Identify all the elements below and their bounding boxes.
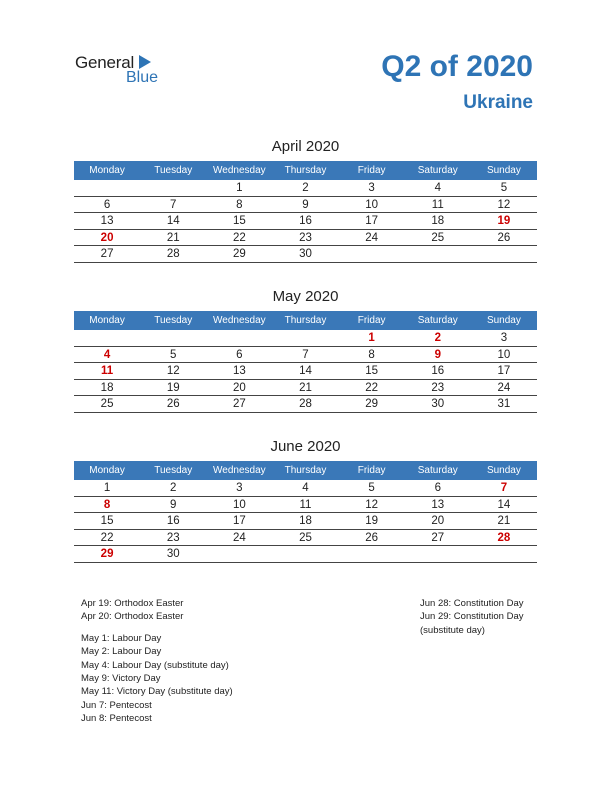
weekday-label: Monday: [89, 315, 125, 326]
day-cell: [140, 180, 206, 196]
day-cell: 18: [299, 515, 312, 527]
holiday-note: Jun 7: Pentecost: [81, 699, 152, 711]
day-cell: [405, 546, 471, 562]
day-cell: 30: [431, 398, 445, 410]
day-cell: 19: [365, 515, 379, 527]
day-cell: 6: [434, 482, 441, 494]
holiday-notes-right: [420, 597, 524, 637]
month-title: May 2020: [272, 288, 339, 305]
day-cell: [74, 330, 140, 346]
day-cell: 10: [232, 498, 246, 511]
month-calendar-april: [74, 137, 537, 263]
day-cell: 27: [431, 531, 445, 544]
day-cell: 9: [302, 198, 309, 211]
calendar-week-row: [74, 197, 537, 214]
day-cell: 26: [365, 531, 379, 544]
day-cell: [206, 546, 272, 562]
weekday-label: Saturday: [417, 315, 458, 326]
day-cell: 21: [497, 515, 511, 527]
day-cell: 24: [232, 531, 246, 544]
day-cell: 18: [431, 215, 445, 227]
day-cell: 25: [299, 531, 312, 544]
weekday-label: Sunday: [486, 315, 521, 326]
day-cell: 26: [497, 231, 511, 244]
day-cell: 16: [299, 215, 312, 227]
day-cell: [206, 330, 272, 346]
day-cell: 19: [166, 381, 180, 394]
holiday-day-cell: 19: [497, 215, 511, 227]
day-cell: 14: [166, 215, 180, 227]
weekday-header: [74, 161, 537, 180]
day-cell: 12: [166, 365, 180, 377]
day-cell: 2: [302, 182, 309, 194]
day-cell: 11: [299, 498, 312, 511]
weekday-label: Friday: [357, 465, 386, 476]
holiday-day-cell: 7: [500, 482, 508, 494]
day-cell: 9: [170, 498, 177, 511]
day-cell: 12: [365, 498, 379, 511]
calendar-week-row: [74, 246, 537, 263]
calendar-week-row: [74, 363, 537, 380]
day-cell: 10: [497, 348, 511, 361]
day-cell: 27: [100, 248, 114, 260]
day-cell: [471, 546, 537, 562]
calendar-week-row: [74, 480, 537, 497]
calendar-week-row: [74, 497, 537, 514]
logo-flag-icon: [139, 55, 151, 69]
day-cell: 5: [500, 182, 508, 194]
day-cell: 4: [302, 482, 309, 494]
weekday-label: Tuesday: [154, 165, 193, 176]
holiday-notes-left: [81, 597, 233, 726]
holiday-note: May 1: Labour Day: [81, 632, 162, 644]
day-cell: 15: [100, 515, 114, 527]
holiday-note: Jun 8: Pentecost: [81, 713, 152, 725]
day-cell: 6: [236, 348, 243, 361]
day-cell: 14: [299, 365, 312, 377]
day-cell: 4: [434, 182, 441, 194]
day-cell: 24: [497, 381, 511, 394]
day-cell: 8: [236, 198, 243, 211]
calendar-week-row: [74, 347, 537, 364]
day-cell: 20: [431, 515, 445, 527]
holiday-day-cell: 1: [368, 332, 375, 344]
day-cell: 3: [236, 482, 243, 494]
weekday-label: Tuesday: [154, 315, 193, 326]
day-cell: 22: [232, 231, 246, 244]
weekday-label: Sunday: [486, 465, 521, 476]
holiday-note: May 9: Victory Day: [81, 673, 161, 685]
day-cell: 20: [232, 381, 246, 394]
calendar-week-row: [74, 180, 537, 197]
day-cell: 18: [100, 381, 114, 394]
day-cell: [339, 546, 405, 562]
month-title: June 2020: [270, 438, 341, 455]
day-cell: 17: [365, 215, 379, 227]
calendar-week-row: [74, 513, 537, 530]
calendar-week-row: [74, 380, 537, 397]
day-cell: [140, 330, 206, 346]
weekday-header: [74, 461, 537, 480]
day-cell: 13: [232, 365, 246, 377]
holiday-note: Jun 29: Constitution Day: [420, 611, 524, 623]
holiday-day-cell: 4: [103, 348, 111, 361]
holiday-note: Jun 28: Constitution Day: [420, 598, 524, 609]
calendar-week-row: [74, 546, 537, 563]
day-cell: 8: [368, 348, 375, 361]
day-cell: 21: [166, 231, 180, 244]
weekday-label: Monday: [89, 465, 125, 476]
day-cell: 23: [431, 381, 445, 394]
day-cell: 30: [299, 248, 312, 260]
weekday-label: Thursday: [284, 315, 327, 326]
day-cell: 23: [166, 531, 180, 544]
weekday-label: Tuesday: [154, 465, 193, 476]
day-cell: 15: [365, 365, 379, 377]
day-cell: 2: [170, 482, 177, 494]
day-cell: 1: [103, 482, 111, 494]
day-cell: 21: [299, 381, 312, 394]
day-cell: 28: [166, 248, 180, 260]
day-cell: 22: [100, 531, 114, 544]
day-cell: [471, 246, 537, 262]
holiday-day-cell: 28: [497, 531, 511, 544]
calendar-week-row: [74, 330, 537, 347]
day-cell: [74, 180, 140, 196]
weekday-header: [74, 311, 537, 330]
weekday-label: Saturday: [417, 165, 458, 176]
day-cell: 25: [100, 398, 114, 410]
day-cell: 25: [431, 231, 445, 244]
day-cell: 5: [368, 482, 375, 494]
day-cell: 12: [497, 198, 511, 211]
weekday-label: Thursday: [284, 465, 327, 476]
calendar-week-row: [74, 530, 537, 547]
day-cell: 14: [497, 498, 511, 511]
holiday-note: Apr 19: Orthodox Easter: [81, 598, 184, 609]
weekday-label: Wednesday: [213, 165, 266, 176]
calendar-week-row: [74, 213, 537, 230]
weekday-label: Thursday: [284, 165, 327, 176]
day-cell: [339, 246, 405, 262]
day-cell: 16: [166, 515, 180, 527]
day-cell: 6: [103, 198, 111, 211]
calendar-week-row: [74, 396, 537, 413]
day-cell: 28: [299, 398, 312, 410]
day-cell: [272, 546, 338, 562]
day-cell: 11: [431, 198, 444, 211]
holiday-note: (substitute day): [420, 624, 485, 636]
day-cell: 31: [497, 398, 511, 410]
day-cell: 17: [232, 515, 246, 527]
logo-text-general: General: [75, 53, 135, 72]
month-title: April 2020: [271, 138, 340, 155]
day-cell: 10: [365, 198, 379, 211]
logo-text-blue: Blue: [126, 69, 159, 86]
weekday-label: Friday: [357, 315, 386, 326]
day-cell: 15: [232, 215, 246, 227]
day-cell: 17: [497, 365, 511, 377]
holiday-day-cell: 11: [100, 365, 114, 377]
day-cell: 22: [365, 381, 379, 394]
holiday-note: May 11: Victory Day (substitute day): [81, 686, 233, 698]
day-cell: 7: [302, 348, 309, 361]
day-cell: 1: [236, 182, 243, 194]
day-cell: 3: [500, 332, 508, 344]
country-name: Ukraine: [463, 92, 533, 113]
day-cell: 29: [232, 248, 246, 260]
holiday-note: May 4: Labour Day (substitute day): [81, 659, 229, 671]
month-calendar-may: [74, 287, 537, 413]
holiday-note: Apr 20: Orthodox Easter: [81, 611, 184, 623]
weekday-label: Friday: [357, 165, 386, 176]
page-title: Q2 of 2020: [381, 50, 533, 83]
weekday-label: Wednesday: [213, 465, 266, 476]
notes-gap: [81, 624, 233, 632]
day-cell: 23: [299, 231, 312, 244]
weekday-label: Monday: [89, 165, 125, 176]
day-cell: [272, 330, 338, 346]
day-cell: 13: [431, 498, 445, 511]
day-cell: 13: [100, 215, 114, 227]
day-cell: 7: [170, 198, 177, 211]
weekday-label: Sunday: [486, 165, 521, 176]
month-calendar-june: [74, 437, 537, 563]
day-cell: 29: [365, 398, 379, 410]
day-cell: 3: [368, 182, 375, 194]
day-cell: [405, 246, 471, 262]
holiday-day-cell: 29: [100, 548, 114, 560]
day-cell: 27: [232, 398, 246, 410]
weekday-label: Saturday: [417, 465, 458, 476]
day-cell: 5: [170, 348, 177, 361]
calendar-week-row: [74, 230, 537, 247]
brand-logo: [75, 53, 185, 93]
day-cell: 30: [166, 548, 180, 560]
holiday-note: May 2: Labour Day: [81, 646, 162, 658]
day-cell: 26: [166, 398, 180, 410]
holiday-day-cell: 2: [434, 332, 441, 344]
holiday-day-cell: 9: [434, 348, 441, 361]
weekday-label: Wednesday: [213, 315, 266, 326]
holiday-day-cell: 20: [100, 231, 114, 244]
day-cell: 16: [431, 365, 445, 377]
holiday-day-cell: 8: [103, 498, 111, 511]
day-cell: 24: [365, 231, 379, 244]
